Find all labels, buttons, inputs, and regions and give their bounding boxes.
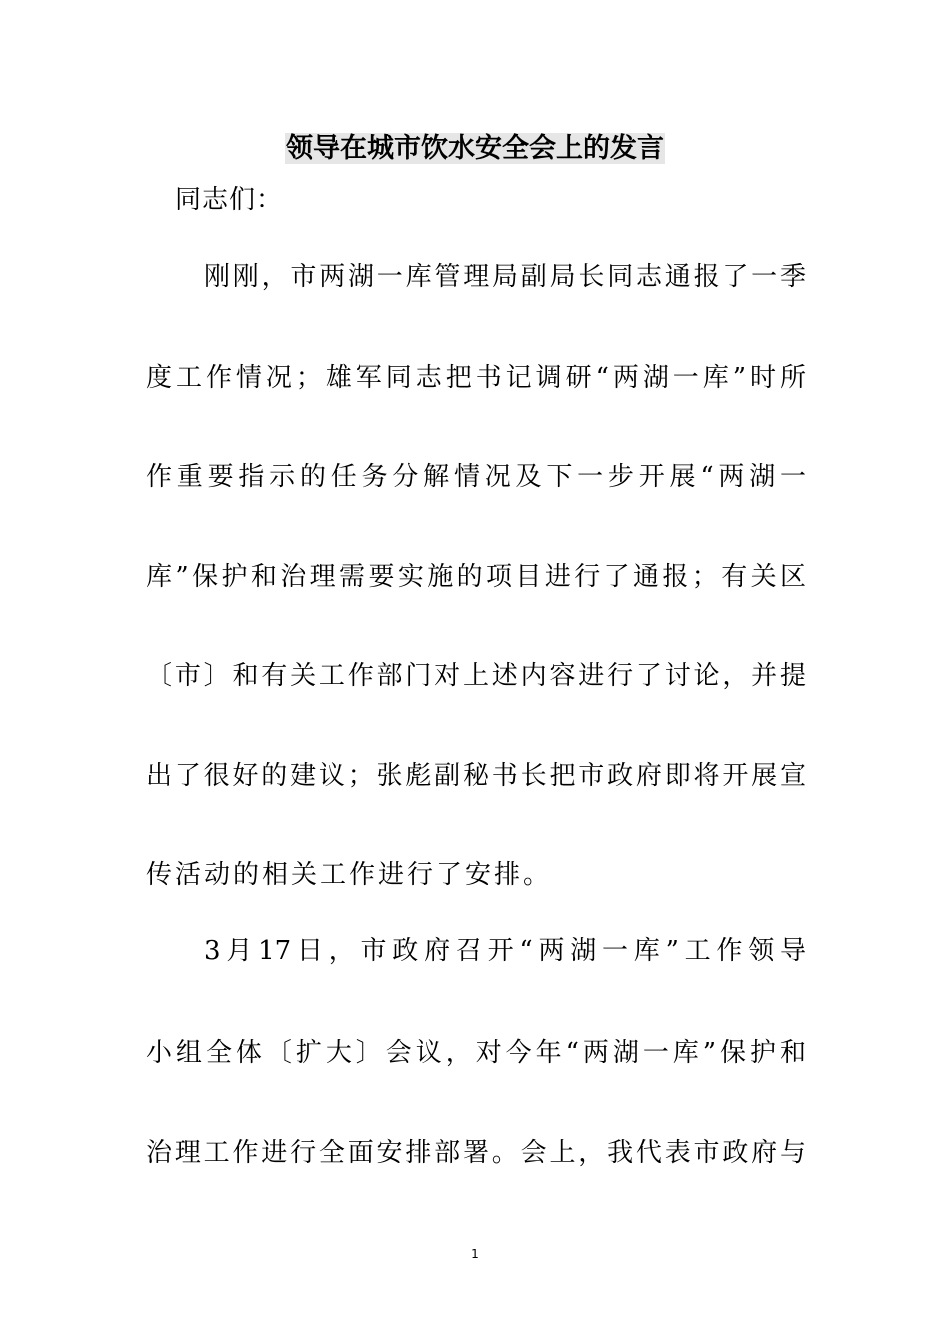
paragraph-1-line-6: 出了很好的建议；张彪副秘书长把市政府即将开展宣	[146, 761, 806, 791]
document-title-text: 领导在城市饮水安全会上的发言	[286, 133, 664, 164]
paragraph-2-line-2: 小组全体〔扩大〕会议，对今年“两湖一库”保护和	[146, 1038, 806, 1068]
paragraph-1-line-1: 刚刚，市两湖一库管理局副局长同志通报了一季	[204, 262, 806, 292]
paragraph-2-line-1: 3月17日，市政府召开“两湖一库”工作领导	[204, 936, 806, 966]
paragraph-2-line-3: 治理工作进行全面安排部署。会上，我代表市政府与	[146, 1138, 806, 1168]
salutation: 同志们：	[175, 185, 284, 215]
page-number: 1	[471, 1247, 479, 1261]
paragraph-1-line-3: 作重要指示的任务分解情况及下一步开展“两湖一	[146, 462, 806, 492]
paragraph-1-line-7: 传活动的相关工作进行了安排。	[146, 860, 553, 890]
document-title	[0, 131, 950, 167]
paragraph-1-line-2: 度工作情况；雄军同志把书记调研“两湖一库”时所	[146, 363, 806, 393]
paragraph-1-line-4: 库”保护和治理需要实施的项目进行了通报；有关区	[146, 562, 806, 592]
paragraph-1-line-5: 〔市〕和有关工作部门对上述内容进行了讨论，并提	[146, 661, 806, 691]
